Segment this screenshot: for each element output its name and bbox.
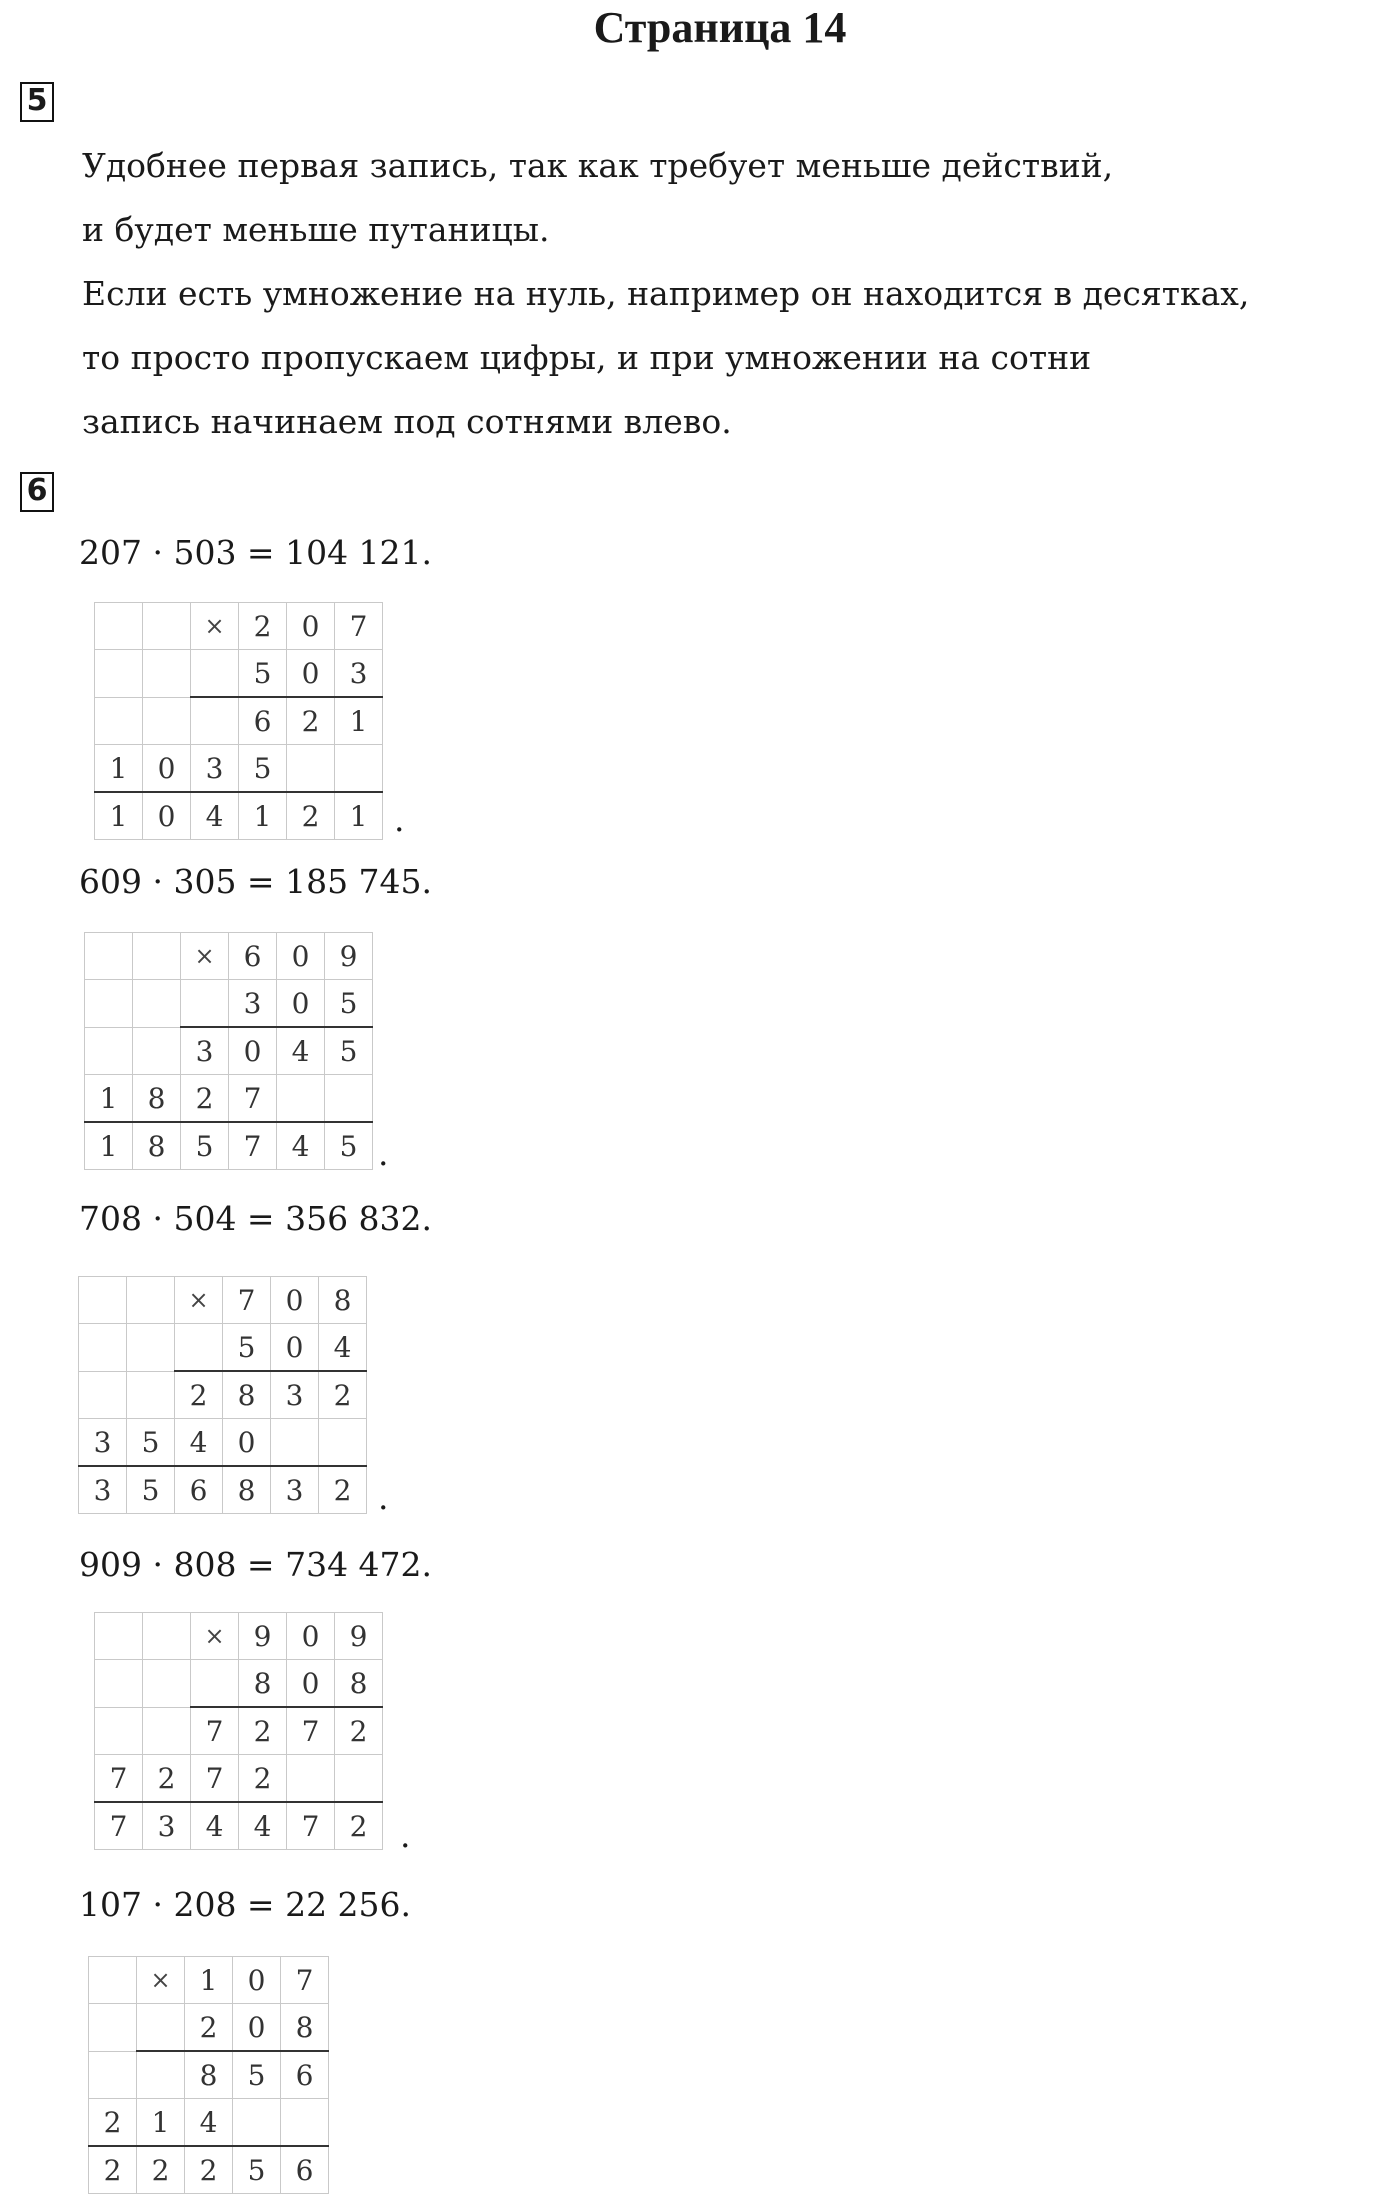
multiplication-grid-2 — [84, 932, 373, 1170]
grid-cell: 7 — [223, 1277, 271, 1324]
equation-4: 909 · 808 = 734 472. — [79, 1545, 433, 1584]
task-5-line: то просто пропускаем цифры, и при умножении на сотни — [82, 338, 1092, 377]
grid-cell: 1 — [95, 745, 143, 793]
grid-cell — [95, 697, 143, 745]
grid-cell — [335, 745, 383, 793]
grid-cell — [95, 1613, 143, 1660]
grid-cell: 8 — [223, 1466, 271, 1514]
times-sign-icon: × — [175, 1277, 223, 1324]
page-title: Страница 14 — [593, 3, 847, 52]
grid-cell: 2 — [137, 2146, 185, 2194]
grid-row — [85, 933, 373, 980]
grid-cell: 1 — [85, 1122, 133, 1170]
grid-cell: 1 — [85, 1075, 133, 1123]
grid-cell: 2 — [319, 1371, 367, 1419]
grid-cell — [89, 2004, 137, 2052]
task-5-line: и будет меньше путаницы. — [82, 210, 550, 249]
grid-cell: 0 — [271, 1277, 319, 1324]
grid-row — [95, 603, 383, 650]
grid-cell: 1 — [137, 2099, 185, 2147]
grid-cell: 0 — [277, 933, 325, 980]
task-5-text — [82, 134, 1249, 454]
grid-cell — [85, 933, 133, 980]
grid-cell — [79, 1277, 127, 1324]
grid-row — [85, 1122, 373, 1170]
grid-table — [88, 1956, 329, 2194]
grid-row — [79, 1419, 367, 1467]
grid-cell — [233, 2099, 281, 2147]
task-5-line: Удобнее первая запись, так как требует меньше действий, — [82, 146, 1114, 185]
grid-cell: 1 — [239, 792, 287, 840]
grid-row — [89, 1957, 329, 2004]
grid-cell — [133, 980, 181, 1028]
grid-cell: 3 — [271, 1371, 319, 1419]
grid-cell: 6 — [281, 2051, 329, 2099]
grid-4-period: . — [400, 1816, 411, 1855]
task-5-line: запись начинаем под сотнями влево. — [82, 402, 732, 441]
grid-cell: 0 — [143, 792, 191, 840]
grid-cell: 7 — [229, 1122, 277, 1170]
grid-cell: 2 — [335, 1707, 383, 1755]
grid-cell: 2 — [175, 1371, 223, 1419]
grid-cell — [127, 1371, 175, 1419]
grid-row — [79, 1466, 367, 1514]
grid-row — [95, 1613, 383, 1660]
grid-cell — [287, 1755, 335, 1803]
grid-cell — [85, 980, 133, 1028]
grid-cell: 7 — [287, 1802, 335, 1850]
grid-table — [94, 602, 383, 840]
grid-cell: 4 — [175, 1419, 223, 1467]
grid-cell — [137, 2004, 185, 2052]
grid-row — [89, 2099, 329, 2147]
grid-row — [95, 1707, 383, 1755]
times-sign-icon: × — [191, 1613, 239, 1660]
grid-cell: 9 — [239, 1613, 287, 1660]
grid-row — [79, 1371, 367, 1419]
grid-cell — [95, 650, 143, 698]
grid-cell: 8 — [223, 1371, 271, 1419]
grid-cell — [133, 933, 181, 980]
task-6-badge: 6 — [20, 472, 54, 512]
grid-cell: 8 — [239, 1660, 287, 1708]
grid-cell — [85, 1027, 133, 1075]
grid-cell — [175, 1324, 223, 1372]
grid-cell: 7 — [287, 1707, 335, 1755]
grid-cell: 4 — [239, 1802, 287, 1850]
grid-cell: 2 — [185, 2146, 233, 2194]
grid-row — [89, 2146, 329, 2194]
grid-2-period: . — [378, 1134, 389, 1173]
grid-cell: 3 — [79, 1466, 127, 1514]
grid-cell: 5 — [233, 2146, 281, 2194]
grid-cell — [133, 1027, 181, 1075]
grid-cell — [127, 1277, 175, 1324]
grid-cell: 6 — [281, 2146, 329, 2194]
grid-cell — [143, 1660, 191, 1708]
multiplication-grid-5 — [88, 1956, 329, 2194]
grid-cell: 2 — [239, 1707, 287, 1755]
grid-cell — [95, 1707, 143, 1755]
grid-row — [85, 1027, 373, 1075]
grid-cell: 5 — [239, 650, 287, 698]
grid-cell — [143, 1707, 191, 1755]
grid-cell: 8 — [281, 2004, 329, 2052]
grid-cell: 0 — [287, 1660, 335, 1708]
grid-cell: 4 — [319, 1324, 367, 1372]
grid-cell: 5 — [127, 1466, 175, 1514]
grid-cell: 0 — [223, 1419, 271, 1467]
grid-row — [95, 792, 383, 840]
grid-cell: 9 — [325, 933, 373, 980]
grid-cell: 5 — [181, 1122, 229, 1170]
grid-cell — [277, 1075, 325, 1123]
equation-2: 609 · 305 = 185 745. — [79, 862, 433, 901]
grid-1-period: . — [394, 800, 405, 839]
grid-cell: 7 — [95, 1755, 143, 1803]
grid-3-period: . — [378, 1478, 389, 1517]
grid-cell — [271, 1419, 319, 1467]
grid-cell: 6 — [229, 933, 277, 980]
grid-cell: 4 — [277, 1122, 325, 1170]
grid-cell — [137, 2051, 185, 2099]
grid-cell: 4 — [185, 2099, 233, 2147]
grid-cell: 0 — [287, 603, 335, 650]
grid-cell: 1 — [185, 1957, 233, 2004]
grid-row — [79, 1324, 367, 1372]
grid-row — [95, 745, 383, 793]
multiplication-grid-1 — [94, 602, 383, 840]
multiplication-grid-3 — [78, 1276, 367, 1514]
grid-cell: 2 — [239, 603, 287, 650]
grid-cell — [143, 1613, 191, 1660]
grid-cell — [281, 2099, 329, 2147]
grid-row — [79, 1277, 367, 1324]
grid-cell — [191, 697, 239, 745]
grid-row — [85, 1075, 373, 1123]
grid-cell: 2 — [181, 1075, 229, 1123]
grid-cell: 2 — [335, 1802, 383, 1850]
grid-cell — [95, 1660, 143, 1708]
grid-cell — [143, 650, 191, 698]
grid-cell — [287, 745, 335, 793]
grid-cell — [89, 2051, 137, 2099]
grid-cell: 4 — [277, 1027, 325, 1075]
multiplication-grid-4 — [94, 1612, 383, 1850]
grid-table — [84, 932, 373, 1170]
grid-cell — [79, 1324, 127, 1372]
grid-cell: 2 — [143, 1755, 191, 1803]
grid-cell: 3 — [335, 650, 383, 698]
grid-cell: 2 — [185, 2004, 233, 2052]
grid-cell — [319, 1419, 367, 1467]
grid-cell: 2 — [287, 792, 335, 840]
grid-cell — [89, 1957, 137, 2004]
grid-cell: 8 — [335, 1660, 383, 1708]
grid-cell: 4 — [191, 1802, 239, 1850]
grid-cell: 0 — [229, 1027, 277, 1075]
grid-cell: 8 — [133, 1122, 181, 1170]
grid-row — [95, 650, 383, 698]
grid-table — [78, 1276, 367, 1514]
grid-cell — [181, 980, 229, 1028]
grid-row — [95, 697, 383, 745]
grid-cell: 3 — [143, 1802, 191, 1850]
grid-cell: 2 — [319, 1466, 367, 1514]
grid-cell — [191, 650, 239, 698]
grid-cell: 5 — [325, 980, 373, 1028]
grid-cell: 8 — [319, 1277, 367, 1324]
grid-cell: 8 — [185, 2051, 233, 2099]
grid-cell — [95, 603, 143, 650]
grid-cell — [191, 1660, 239, 1708]
grid-cell: 0 — [233, 2004, 281, 2052]
grid-cell: 4 — [191, 792, 239, 840]
grid-table — [94, 1612, 383, 1850]
grid-cell: 0 — [287, 650, 335, 698]
grid-cell: 7 — [229, 1075, 277, 1123]
grid-cell: 1 — [335, 792, 383, 840]
grid-cell: 2 — [89, 2146, 137, 2194]
grid-cell: 5 — [223, 1324, 271, 1372]
grid-cell: 5 — [325, 1027, 373, 1075]
grid-cell: 3 — [191, 745, 239, 793]
grid-cell: 7 — [335, 603, 383, 650]
grid-cell — [143, 603, 191, 650]
grid-row — [95, 1660, 383, 1708]
grid-cell — [325, 1075, 373, 1123]
equation-3: 708 · 504 = 356 832. — [79, 1199, 433, 1238]
grid-cell: 5 — [233, 2051, 281, 2099]
grid-cell: 9 — [335, 1613, 383, 1660]
grid-cell: 7 — [281, 1957, 329, 2004]
grid-row — [95, 1755, 383, 1803]
times-sign-icon: × — [137, 1957, 185, 2004]
grid-cell: 5 — [127, 1419, 175, 1467]
grid-cell: 3 — [271, 1466, 319, 1514]
grid-cell: 2 — [287, 697, 335, 745]
grid-row — [89, 2004, 329, 2052]
grid-cell: 2 — [89, 2099, 137, 2147]
grid-cell: 1 — [95, 792, 143, 840]
grid-cell: 0 — [271, 1324, 319, 1372]
grid-row — [95, 1802, 383, 1850]
grid-cell: 3 — [181, 1027, 229, 1075]
grid-cell: 7 — [191, 1707, 239, 1755]
grid-cell: 1 — [335, 697, 383, 745]
grid-cell: 2 — [239, 1755, 287, 1803]
task-5-badge: 5 — [20, 82, 54, 122]
grid-cell: 0 — [287, 1613, 335, 1660]
grid-cell: 0 — [143, 745, 191, 793]
grid-cell: 6 — [239, 697, 287, 745]
grid-cell: 0 — [233, 1957, 281, 2004]
grid-row — [89, 2051, 329, 2099]
grid-cell: 0 — [277, 980, 325, 1028]
equation-1: 207 · 503 = 104 121. — [79, 533, 433, 572]
grid-cell — [143, 697, 191, 745]
equation-5: 107 · 208 = 22 256. — [79, 1885, 412, 1924]
times-sign-icon: × — [181, 933, 229, 980]
grid-cell: 8 — [133, 1075, 181, 1123]
grid-row — [85, 980, 373, 1028]
grid-cell: 3 — [229, 980, 277, 1028]
grid-cell: 5 — [239, 745, 287, 793]
grid-cell: 7 — [95, 1802, 143, 1850]
task-5-line: Если есть умножение на нуль, например он находится в десятках, — [82, 274, 1250, 313]
grid-cell: 7 — [191, 1755, 239, 1803]
grid-cell — [335, 1755, 383, 1803]
grid-cell: 5 — [325, 1122, 373, 1170]
grid-cell — [127, 1324, 175, 1372]
grid-cell: 3 — [79, 1419, 127, 1467]
times-sign-icon: × — [191, 603, 239, 650]
grid-cell: 6 — [175, 1466, 223, 1514]
grid-cell — [79, 1371, 127, 1419]
